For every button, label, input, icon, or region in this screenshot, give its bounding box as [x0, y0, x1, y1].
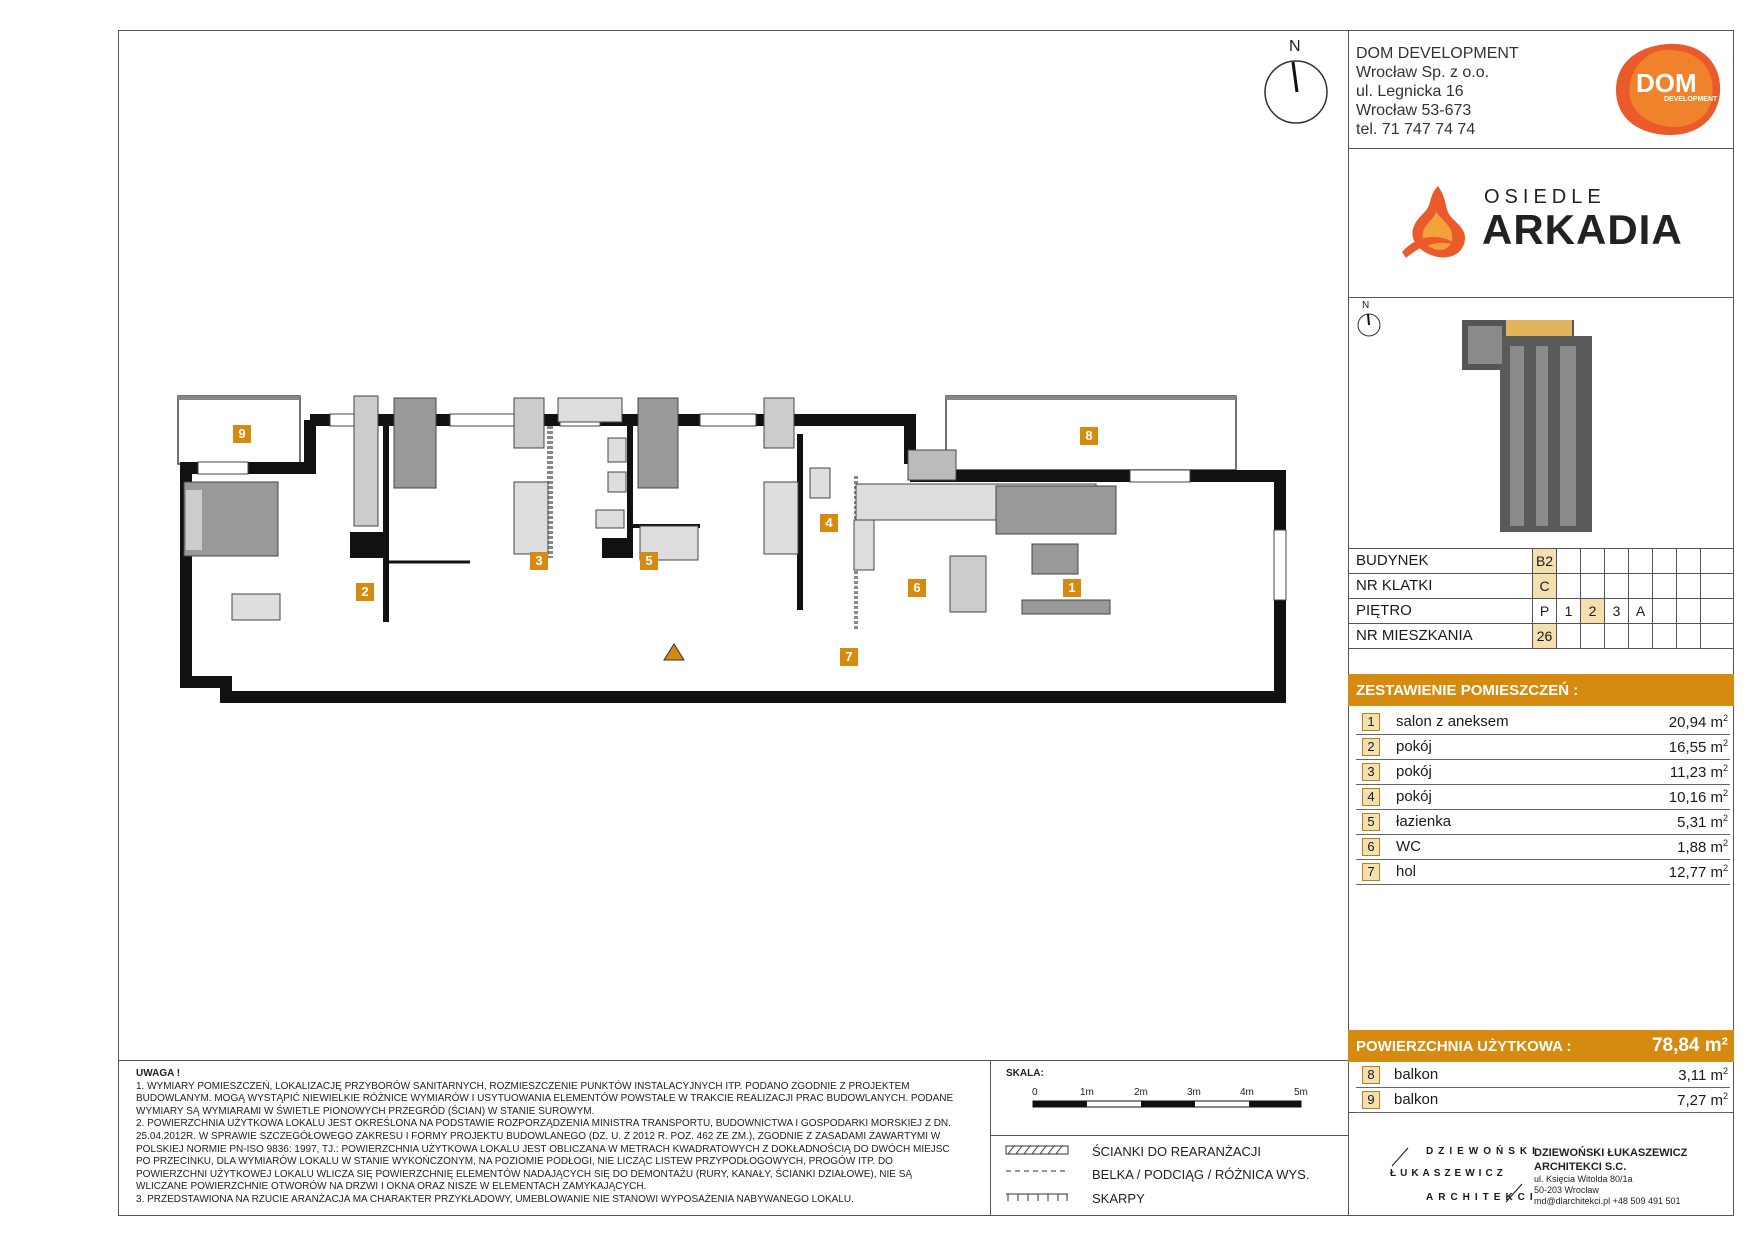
rooms-title-bar: [1348, 674, 1734, 706]
room-name: WC: [1396, 838, 1421, 855]
area-unit: 2: [1722, 838, 1728, 848]
room-name: hol: [1396, 863, 1417, 880]
plan-label-9: 9: [233, 425, 251, 443]
room-area-value: 10,16 m: [1668, 789, 1723, 806]
room-area: [1669, 738, 1728, 756]
info-row-pietro: [1352, 599, 1732, 624]
room-row: [1356, 710, 1730, 735]
room-number: 7: [1362, 863, 1380, 881]
dom-development-logo: [1612, 40, 1724, 138]
developer-city: Wrocław 53-673: [1356, 102, 1472, 119]
balcony-area-value: 3,11 m: [1678, 1067, 1723, 1084]
building-key-plan: [1460, 316, 1600, 532]
balcony-area: [1678, 1066, 1728, 1084]
room-area: [1669, 788, 1728, 806]
note-3: 3. PRZEDSTAWIONA NA RZUCIE ARANŻACJA MA CHARAKTER PRZYKŁADOWY, UMEBLOWANIE NIE STANOWI WYPOSAŻENIA NABYWANEGO LOKALU.: [136, 1193, 854, 1205]
balcony-area-value: 7,27 m: [1677, 1092, 1723, 1109]
area-unit: 2: [1722, 763, 1728, 773]
pietro-option: A: [1635, 603, 1646, 619]
compass-label: N: [1289, 38, 1301, 55]
legend-symbols: [1004, 1144, 1070, 1214]
legend-walls: ŚCIANKI DO REARANŻACJI: [1092, 1144, 1262, 1159]
room-name: pokój: [1396, 763, 1432, 780]
room-row: [1356, 860, 1730, 885]
room-area-value: 12,77 m: [1668, 864, 1723, 881]
keyplan-compass-label: N: [1362, 300, 1370, 311]
architect-logo-line: DZIEWOŃSKI: [1426, 1146, 1540, 1157]
room-name: salon z aneksem: [1396, 713, 1509, 730]
mieszkanie-label: NR MIESZKANIA: [1356, 627, 1473, 644]
scale-tick: 1m: [1080, 1087, 1094, 1098]
info-row-mieszkanie: [1352, 624, 1732, 649]
pietro-option-selected: 2: [1581, 599, 1604, 623]
room-area: [1669, 713, 1728, 731]
architect-name: DZIEWOŃSKI ŁUKASZEWICZ: [1534, 1147, 1688, 1159]
flame-icon: [1398, 182, 1478, 262]
developer-phone: tel. 71 747 74 74: [1356, 121, 1476, 138]
room-area-value: 20,94 m: [1668, 714, 1723, 731]
compass-icon: [1356, 312, 1384, 340]
budynek-value: B2: [1533, 549, 1556, 573]
architect-logo-lines-icon: [1390, 1146, 1524, 1206]
arkadia-text: ARKADIA: [1482, 206, 1683, 253]
pietro-option: P: [1539, 603, 1550, 619]
room-number: 1: [1362, 713, 1380, 731]
compass: [1262, 38, 1332, 128]
plan-label-1: 1: [1063, 579, 1081, 597]
developer-street: ul. Legnicka 16: [1356, 83, 1464, 100]
plan-label-2: 2: [356, 583, 374, 601]
room-area: [1669, 863, 1728, 881]
legend-beam: BELKA / PODCIĄG / RÓŻNICA WYS.: [1092, 1167, 1310, 1182]
divider: [990, 1135, 1348, 1136]
divider: [1348, 297, 1734, 298]
architect-city: 50-203 Wrocław: [1534, 1185, 1599, 1195]
total-area-value: 78,84 m²: [1651, 1035, 1728, 1056]
room-row: [1356, 810, 1730, 835]
scale-tick: 4m: [1240, 1087, 1254, 1098]
room-area-value: 16,55 m: [1668, 739, 1723, 756]
developer-contact: [1356, 44, 1519, 139]
note-1: 1. WYMIARY POMIESZCZEŃ, LOKALIZACJĘ PRZYBORÓW SANITARNYCH, ROZMIESZCZENIE PUNKTÓW INSTALACYJNYCH ITP. PODANO ZGODNIE Z PROJEKTEM BUDOWLANYM. MOGĄ WYSTĄPIĆ NIEWIELKIE RÓŻNICE WYMIARÓW I USYTUOWANIA ELEMENTÓW POWSTAŁE W TRAKCIE REALIZACJI PRAC BUDOWLANYCH. PODANE WYMIARY SĄ WYMIARAMI W ŚWIETLE PIONOWYCH PRZEGRÓD (ŚCIAN) W STANIE SUROWYM.: [136, 1080, 954, 1117]
mieszkanie-value: 26: [1533, 624, 1556, 648]
room-name: pokój: [1396, 738, 1432, 755]
room-row: [1356, 760, 1730, 785]
architect-logo-line: ARCHITEKCI: [1426, 1192, 1538, 1203]
architect-contact: md@dlarchitekci.pl +48 509 491 501: [1534, 1196, 1681, 1206]
room-number: 3: [1362, 763, 1380, 781]
total-area-bar: [1348, 1030, 1734, 1062]
info-row-klatka: [1352, 574, 1732, 599]
scale-bar: [1032, 1100, 1308, 1110]
osiedle-text: OSIEDLE: [1484, 186, 1606, 208]
room-number: 2: [1362, 738, 1380, 756]
scale-tick: 2m: [1134, 1087, 1148, 1098]
room-number: 5: [1362, 813, 1380, 831]
room-number: 4: [1362, 788, 1380, 806]
area-unit: 2: [1722, 1066, 1728, 1076]
room-area: [1670, 763, 1728, 781]
total-area-label: POWIERZCHNIA UŻYTKOWA :: [1356, 1038, 1572, 1055]
divider: [1348, 148, 1734, 149]
balcony-row: [1356, 1088, 1730, 1113]
compass-icon: [1262, 58, 1332, 128]
room-row: [1356, 735, 1730, 760]
balcony-name: balkon: [1394, 1091, 1439, 1108]
balcony-number: 9: [1362, 1091, 1380, 1109]
area-unit: 2: [1722, 738, 1728, 748]
plan-label-8: 8: [1080, 427, 1098, 445]
keyplan-compass: [1356, 300, 1396, 340]
architect-logo: [1390, 1146, 1540, 1206]
architect-logo-line: ŁUKASZEWICZ: [1390, 1168, 1507, 1179]
plan-label-3: 3: [530, 552, 548, 570]
area-unit: 2: [1722, 863, 1728, 873]
area-unit: 2: [1722, 813, 1728, 823]
pietro-label: PIĘTRO: [1356, 602, 1412, 619]
architect-info: [1534, 1146, 1687, 1207]
area-unit: 2: [1722, 1091, 1728, 1101]
architect-name-2: ARCHITEKCI S.C.: [1534, 1161, 1627, 1173]
balcony-name: balkon: [1394, 1066, 1439, 1083]
plan-label-7: 7: [840, 648, 858, 666]
scale-title: SKALA:: [1006, 1068, 1044, 1079]
scale-tick: 3m: [1187, 1087, 1201, 1098]
developer-name: DOM DEVELOPMENT: [1356, 45, 1519, 62]
divider: [118, 1060, 1348, 1061]
plan-label-6: 6: [908, 579, 926, 597]
room-name: pokój: [1396, 788, 1432, 805]
dom-logo-subtext: DEVELOPMENT: [1664, 96, 1718, 103]
notes: [136, 1068, 966, 1207]
arkadia-logo: [1398, 182, 1698, 262]
architect-address: ul. Księcia Witolda 80/1a: [1534, 1174, 1633, 1184]
rooms-title: ZESTAWIENIE POMIESZCZEŃ :: [1356, 682, 1579, 699]
info-row-budynek: [1352, 549, 1732, 574]
balcony-area: [1677, 1091, 1728, 1109]
notes-title: UWAGA !: [136, 1068, 181, 1079]
area-unit: 2: [1722, 788, 1728, 798]
room-row: [1356, 835, 1730, 860]
plan-label-4: 4: [820, 514, 838, 532]
scale-tick: 0: [1032, 1087, 1038, 1098]
area-unit: 2: [1722, 713, 1728, 723]
legend-slopes: SKARPY: [1092, 1191, 1145, 1206]
note-2: 2. POWIERZCHNIA UŻYTKOWA LOKALU JEST OKREŚLONA NA PODSTAWIE ROZPORZĄDZENIA MINISTRA TRANSPORTU, BUDOWNICTWA I GOSPODARKI MORSKIEJ Z DN. 25.04.2012R. W SPRAWIE SZCZEGÓŁOWEGO ZAKRESU I FORMY PROJEKTU BUDOWLANEGO (DZ. U. Z 2012 R. POZ. 462 ZE ZM.), ZGODNIE Z ZASADAMI ZAWARTYMI W POLSKIEJ NORMIE PN-ISO 9836: 1997, TJ.: POWIERZCHNIA UŻYTKOWA LOKALU JEST OBLICZANA W METRACH KWADRATOWYCH Z DOKŁADNOŚCIĄ DO DWÓCH MIEJSC PO PRZECINKU, DLA WYMIARÓW LOKALU W STANIE WYKOŃCZONYM, NA POZIOMIE PODŁOGI, NIE LICZĄC LISTEW PRZYPODŁOGOWYCH, PROGÓW ITP. DO POWIERZCHNI UŻYTKOWEJ LOKALU WLICZA SIĘ POWIERZCHNIĘ ELEMENTÓW NADAJĄCYCH SIĘ DO DEMONTAŻU (RURY, KANAŁY, ŚCIANKI DZIAŁOWE), NIE SĄ WLICZANE POWIERZCHNIE OTWORÓW NA DRZWI I OKNA ORAZ NISZE W ELEMENTACH ZAMYKAJĄCYCH.: [136, 1118, 951, 1193]
room-area-value: 5,31 m: [1677, 814, 1723, 831]
room-area-value: 1,88 m: [1677, 839, 1723, 856]
balcony-row: [1356, 1063, 1730, 1088]
budynek-label: BUDYNEK: [1356, 552, 1429, 569]
room-row: [1356, 785, 1730, 810]
developer-company: Wrocław Sp. z o.o.: [1356, 64, 1490, 81]
room-area: [1677, 813, 1728, 831]
klatka-label: NR KLATKI: [1356, 577, 1433, 594]
room-area-value: 11,23 m: [1669, 764, 1723, 781]
room-number: 6: [1362, 838, 1380, 856]
divider: [990, 1060, 991, 1216]
pietro-option: 3: [1612, 603, 1621, 619]
klatka-value: C: [1533, 574, 1556, 598]
balcony-number: 8: [1362, 1066, 1380, 1084]
plan-label-5: 5: [640, 552, 658, 570]
dom-logo-text: DOM: [1636, 68, 1697, 98]
floor-plan: [170, 390, 1310, 760]
pietro-option: 1: [1564, 603, 1573, 619]
scale-tick: 5m: [1294, 1087, 1308, 1098]
room-name: łazienka: [1396, 813, 1452, 830]
room-area: [1677, 838, 1728, 856]
